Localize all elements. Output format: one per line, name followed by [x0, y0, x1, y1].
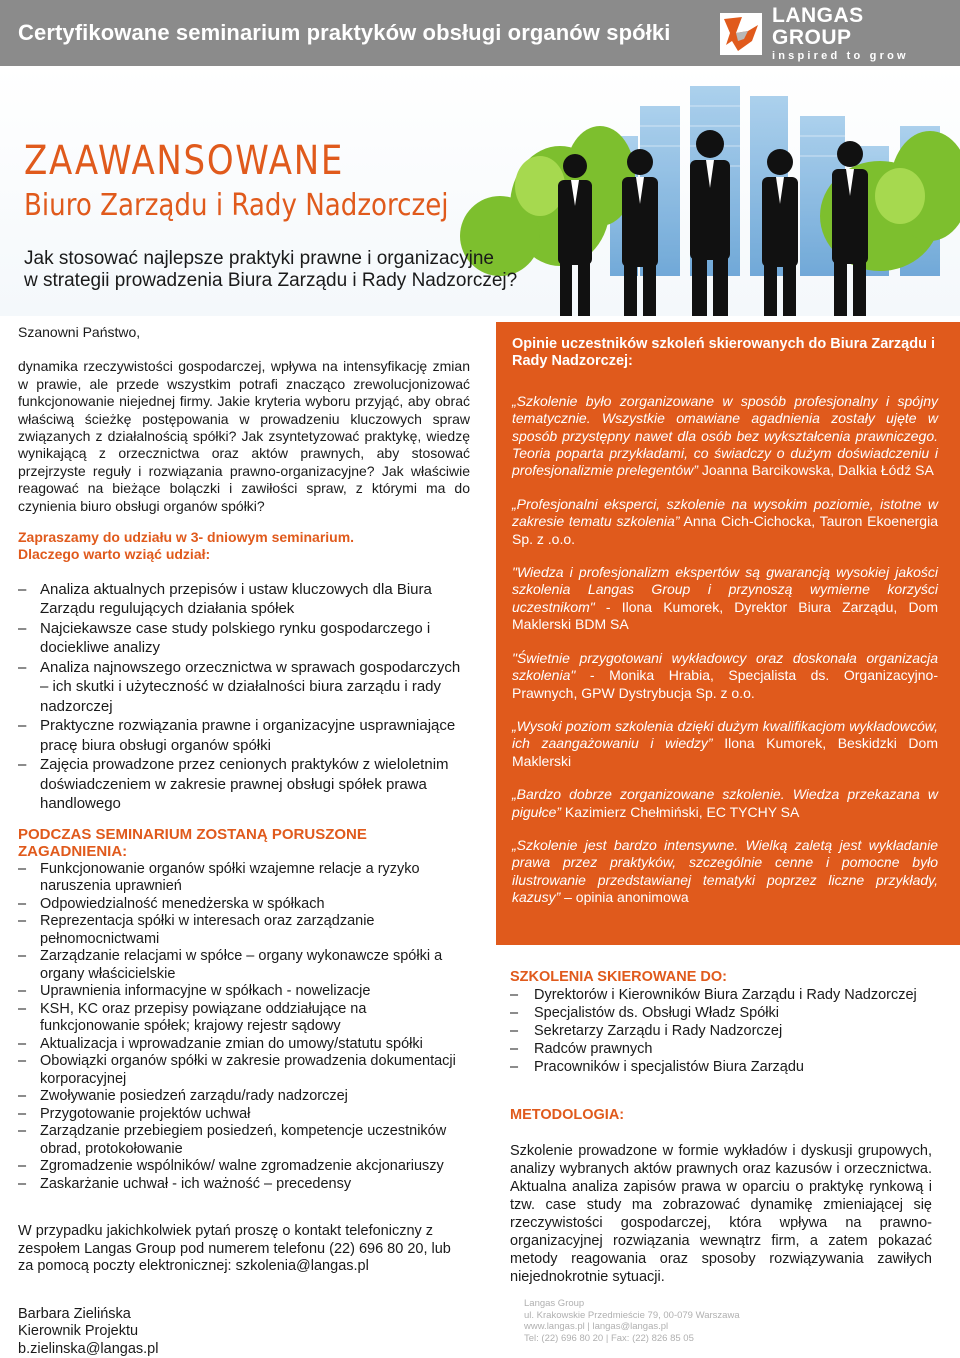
subhead-line-1: Jak stosować najlepsze praktyki prawne i organizacyjne [24, 248, 494, 269]
list-item: – Pracowników i specjalistów Biura Zarządu [510, 1058, 932, 1076]
list-item: – Praktyczne rozwiązania prawne i organizacyjne usprawniające pracę biura obsługi organów spółki [18, 716, 470, 755]
headline-advanced: ZAAWANSOWANE [24, 138, 345, 184]
list-item: – Uprawnienia informacyjne w spółkach - nowelizacje [18, 983, 470, 1001]
list-item: – Zaskarżanie uchwał - ich ważność – precedensy [18, 1176, 470, 1194]
testimonial-author: Ilona Kumorek, Beskidzki Dom Maklerski [512, 735, 938, 769]
header-band [0, 0, 960, 66]
list-item: – Specjalistów ds. Obsługi Władz Spółki [510, 1004, 932, 1022]
testimonial-author: - Ilona Kumorek, Dyrektor Biura Zarządu, Dom Maklerski BDM SA [512, 598, 939, 633]
list-item: – Radców prawnych [510, 1040, 932, 1058]
company-footer [524, 1298, 740, 1344]
signature-block [18, 1306, 470, 1358]
testimonial-quote: „Bardzo dobrze zorganizowane szkolenie. Wiedza przekazana w pigułce” [512, 786, 938, 820]
testimonial [512, 564, 938, 634]
why-heading: Dlaczego warto wziąć udział: [18, 546, 211, 563]
invitation: Zapraszamy do udziału w 3- dniowym seminarium. [18, 529, 355, 546]
footer-company: Langas Group [524, 1298, 585, 1309]
list-item: – Aktualizacja i wprowadzanie zmian do umowy/statutu spółki [18, 1036, 470, 1054]
testimonial-quote: „Szkolenie jest bardzo intensywne. Wielką zaletą jest wykładanie prawa przez praktyków, szczególnie cenne i pomocne było ilustrowanie przedstawianej tematyki poprzez liczne przykłady, kazusy” [512, 836, 938, 906]
opinions-panel [496, 322, 960, 945]
footer-phone: Tel: (22) 696 80 20 | Fax: (22) 826 85 05 [524, 1332, 694, 1344]
testimonial-author: - Monika Hrabia, Specjalista ds. Organizacyjno-Prawnych, GPW Dystrybucja Sp. z o.o. [512, 667, 939, 701]
main-content [18, 324, 470, 1358]
list-item: – Reprezentacja spółki w interesach oraz zarządzanie pełnomocnictwami [18, 913, 470, 948]
subhead-line-2: w strategii prowadzenia Biura Zarządu i Rady Nadzorczej? [24, 270, 518, 291]
testimonial [512, 837, 938, 907]
hero-subheading [24, 248, 517, 292]
intro-paragraph: dynamika rzeczywistości gospodarczej, wpływa na intensyfikację zmian w prawie, ale przede wszystkim potrafi znacząco zrewolucjonizować funkcjonowanie niejednej firmy. Jakie kryteria wyboru przyjąć, aby obrać właściwą ścieżkę postępowania w prowadzeniu kluczowych spraw związanych z działalnością spółki? Jak zsyntetyzować praktykę, wiedzę wynikającą z orzecznictwa oraz aktów prawnych, aby stosować przejrzyste reguły i rozwiązania prawno-organizacyjne? Jak właściwie reagować na bieżące bolączki i zawiłości spraw, z którymi ma do czynienia biuro obsługi organów spółki? [18, 358, 470, 514]
testimonial-quote: „Wysoki poziom szkolenia dzięki dużym kwalifikacjom wykładowców, ich zaangażowaniu i wiedzy” [512, 717, 938, 752]
signature-role: Kierownik Projektu [18, 1323, 139, 1340]
signature-email[interactable]: b.zielinska@langas.pl [18, 1340, 159, 1357]
testimonial [512, 786, 938, 821]
list-item: – Funkcjonowanie organów spółki wzajemne relacje a ryzyko naruszenia uprawnień [18, 861, 470, 896]
testimonial-author: Anna Cich-Cichocka, Tauron Ekoenergia Sp. z .o.o. [512, 513, 938, 547]
list-item: – Odpowiedzialność menedżerska w spółkach [18, 896, 470, 914]
list-item: – Analiza aktualnych przepisów i ustaw kluczowych dla Biura Zarządu regulujących działania spółek [18, 580, 470, 619]
list-item: – Zwoływanie posiedzeń zarządu/rady nadzorczej [18, 1088, 470, 1106]
benefits-list [18, 580, 470, 814]
contact-paragraph: W przypadku jakichkolwiek pytań proszę o kontakt telefoniczny z zespołem Langas Group pod numerem telefonu (22) 696 80 20, lub za pomocą poczty elektronicznej: szkolenia@langas.pl [18, 1223, 451, 1275]
list-item: – Dyrektorów i Kierowników Biura Zarządu i Rady Nadzorczej [510, 986, 932, 1004]
seminar-title: Certyfikowane seminarium praktyków obsługi organów spółki [18, 20, 671, 45]
list-item: – Zarządzanie relacjami w spółce – organy wykonawcze spółki a organy właścicielskie [18, 948, 470, 983]
testimonial-quote: „Szkolenie było zorganizowane w sposób profesjonalny i spójny tematycznie. Wszystkie omawiane agadnienia zostały ujęte w sposób przystępny nawet dla osób bez wykształcenia prawniczego. Teoria poparta przykładami, co świadczy o dużym doświadczeniu i profesjonalizmie prelegentów” [512, 392, 938, 479]
testimonial-author: – opinia anonimowa [564, 889, 689, 906]
headline-board-office: Biuro Zarządu i Rady Nadzorczej [24, 188, 449, 223]
list-item: – Zgromadzenie wspólników/ walne zgromadzenie akcjonariuszy [18, 1158, 470, 1176]
list-item: – Przygotowanie projektów uchwał [18, 1106, 470, 1124]
footer-web[interactable]: www.langas.pl | langas@langas.pl [524, 1321, 669, 1332]
greeting: Szanowni Państwo, [18, 324, 141, 340]
testimonial [512, 650, 938, 702]
list-item: – Zajęcia prowadzone przez cenionych praktyków z wieloletnim doświadczeniem w zakresie prawnej obsługi spółek prawa handlowego [18, 755, 470, 814]
list-item: – KSH, KC oraz przepisy powiązane oddziałujące na funkcjonowanie spółek; krajowy rejestr sądowy [18, 1001, 470, 1036]
audience-list [510, 986, 932, 1076]
topics-heading: PODCZAS SEMINARIUM ZOSTANĄ PORUSZONE ZAGADNIENIA: [18, 825, 367, 861]
list-item: – Analiza najnowszego orzecznictwa w sprawach gospodarczych – ich skutki i użyteczność w działalności biura zarządu i rady nadzorczej [18, 658, 470, 717]
testimonial-quote: "Świetnie przygotowani wykładowcy oraz doskonała organizacja szkolenia" [512, 649, 938, 684]
list-item: – Zarządzanie przebiegiem posiedzeń, kompetencje uczestników obrad, protokołowanie [18, 1123, 470, 1158]
langas-logo [718, 4, 938, 62]
testimonial [512, 718, 938, 770]
list-item: – Najciekawsze case study polskiego rynku gospodarczego i dociekliwe analizy [18, 619, 470, 658]
testimonial [512, 496, 938, 548]
methodology-text: Szkolenie prowadzone w formie wykładów i dyskusji grupowych, analizy wybranych aktów prawnych oraz kazusów i orzecznictwa. Aktualna analiza zapisów prawa w oparciu o praktykę rynkową i tzw. case study ma zobrazować dynamikę zmieniającej się rzeczywistości gospodarczej, która wpływa na prawno-organizacyjnej rozwiązania wewnątrz firm, a zatem pokazać metody reagowania oraz sposoby rozwiązywania zawiłych niejednokrotnie sytuacji. [510, 1143, 932, 1285]
signature-name: Barbara Zielińska [18, 1305, 131, 1322]
list-item: – Sekretarzy Zarządu i Rady Nadzorczej [510, 1022, 932, 1040]
testimonial-author: Kazimierz Chełmiński, EC TYCHY SA [564, 803, 800, 820]
bird-logo-icon [718, 11, 764, 57]
methodology-heading: METODOLOGIA: [510, 1107, 625, 1123]
testimonial-quote: "Wiedza i profesjonalizm ekspertów są gwarancją wysokiej jakości szkolenia Langas Group i przynoszą wymierne korzyści uczestnikom" [512, 564, 938, 615]
footer-address: ul. Krakowskie Przedmieście 79, 00-079 Warszawa [524, 1309, 740, 1321]
logo-tagline: inspired to grow [772, 50, 909, 62]
testimonial [512, 393, 938, 480]
logo-name: LANGAS GROUP [772, 4, 864, 49]
topics-list [18, 861, 470, 1194]
list-item: – Obowiązki organów spółki w zakresie prowadzenia dokumentacji korporacyjnej [18, 1053, 470, 1088]
testimonial-author: Joanna Barcikowska, Dalkia Łódź SA [701, 462, 934, 479]
testimonial-quote: „Profesjonalni eksperci, szkolenie na wysokim poziomie, istotne w zakresie tematu szkolenia” [512, 495, 938, 530]
opinions-heading: Opinie uczestników szkoleń skierowanych do Biura Zarządu i Rady Nadzorczej: [512, 336, 936, 370]
sidebar-info [510, 968, 932, 1286]
audience-heading: SZKOLENIA SKIEROWANE DO: [510, 969, 727, 985]
